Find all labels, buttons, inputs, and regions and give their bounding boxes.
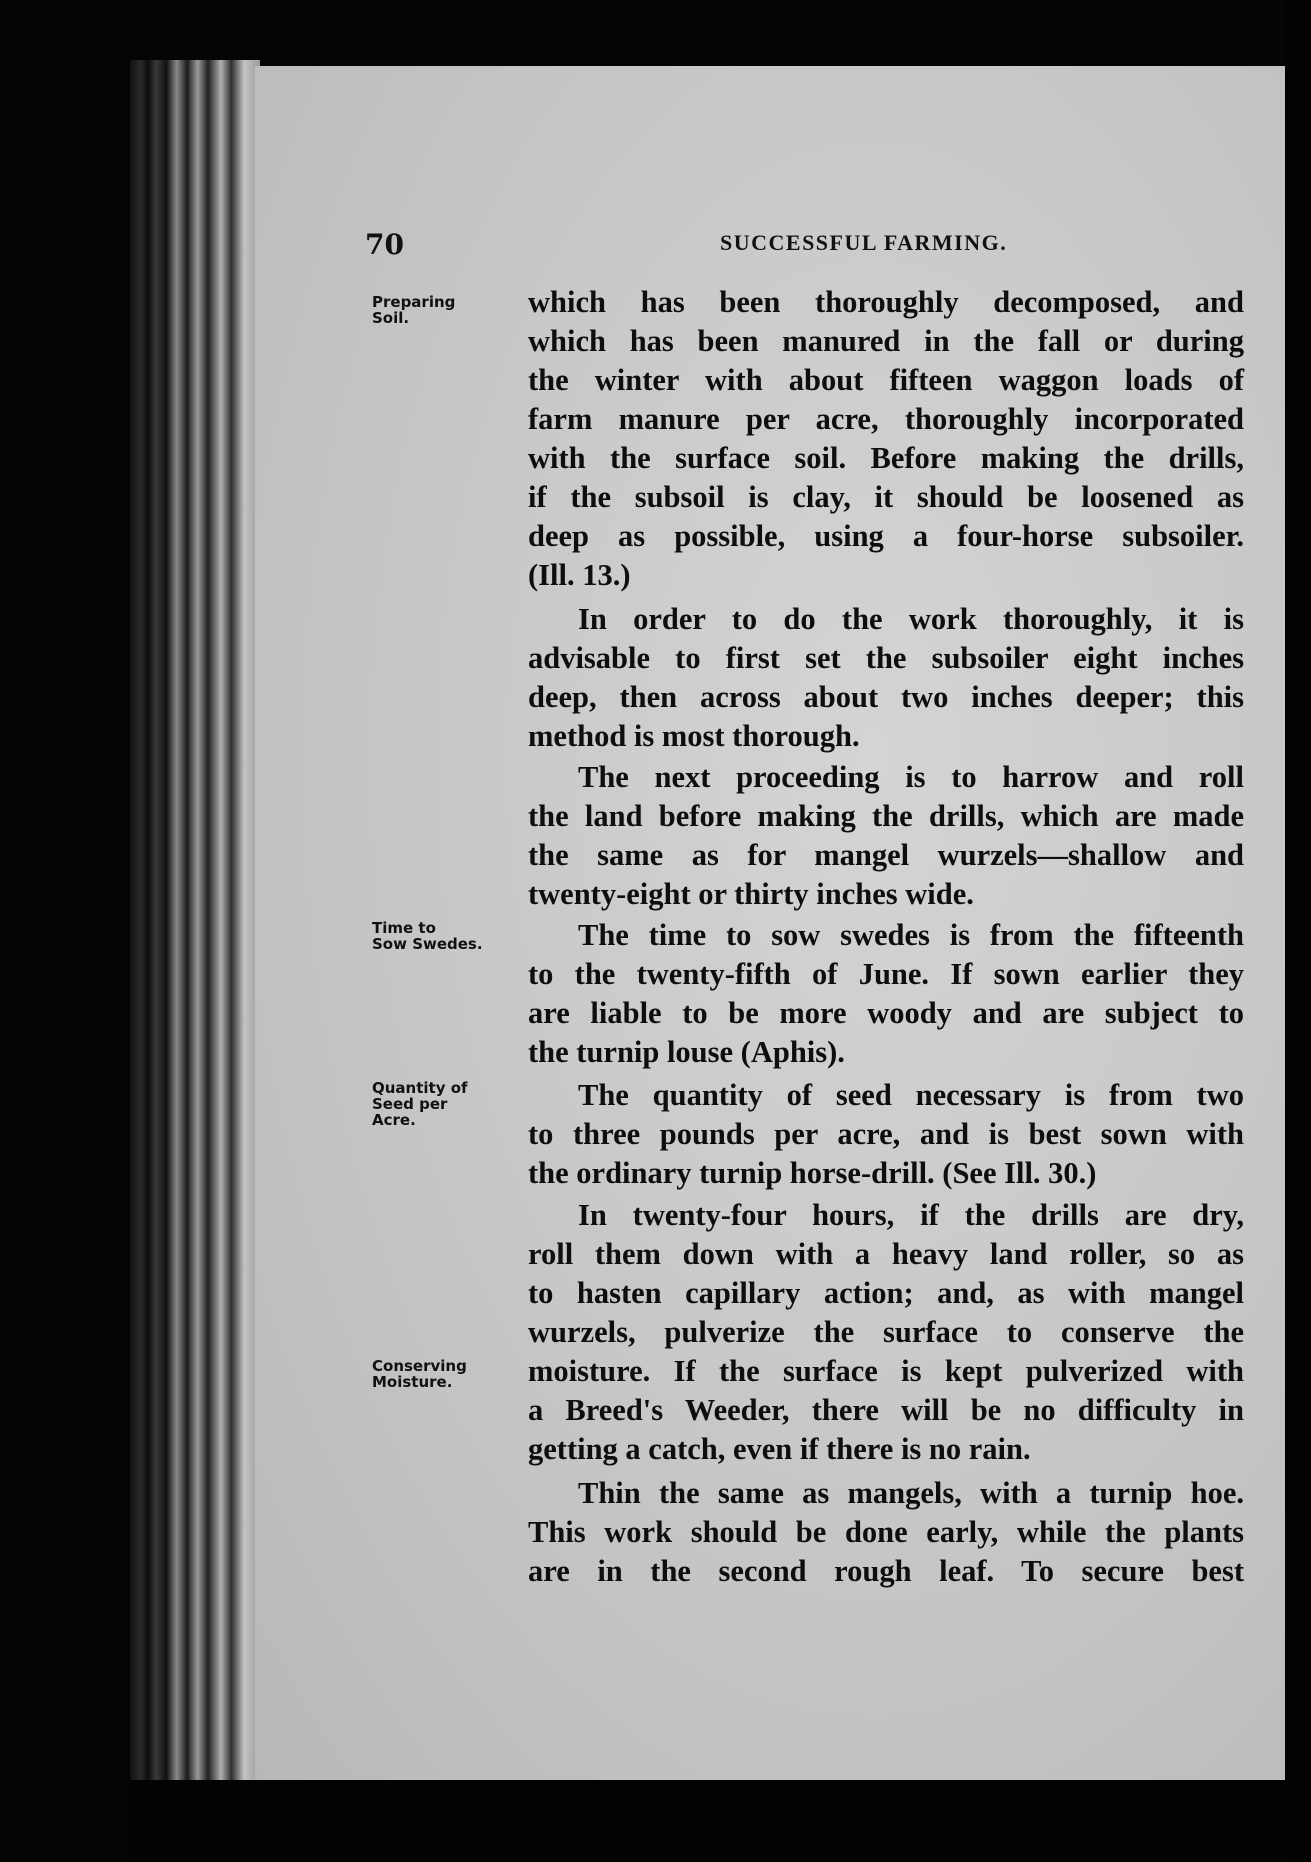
margin-note-line: Quantity of	[372, 1079, 468, 1097]
body-line: if the subsoil is clay, it should be loosened as	[528, 480, 1244, 514]
body-line: In twenty-four hours, if the drills are dry,	[578, 1198, 1244, 1232]
right-shadow	[1285, 0, 1311, 1862]
body-line: are liable to be more woody and are subject to	[528, 996, 1244, 1030]
body-line: are in the second rough leaf. To secure best	[528, 1554, 1244, 1588]
body-line: which has been thoroughly decomposed, and	[528, 285, 1244, 319]
margin-note-line: Soil.	[372, 309, 410, 327]
margin-note-line: Conserving	[372, 1357, 467, 1375]
margin-note-line: Preparing	[372, 293, 456, 311]
body-line: farm manure per acre, thoroughly incorporated	[528, 402, 1244, 436]
body-line: roll them down with a heavy land roller, so as	[528, 1237, 1244, 1271]
body-line: with the surface soil. Before making the drills,	[528, 441, 1244, 475]
body-line: the winter with about fifteen waggon loads of	[528, 363, 1244, 397]
body-line: wurzels, pulverize the surface to conserve the	[528, 1315, 1244, 1349]
body-line: getting a catch, even if there is no rain.	[528, 1432, 1031, 1466]
margin-note-time-to-sow	[372, 920, 502, 952]
body-line: advisable to first set the subsoiler eight inches	[528, 641, 1244, 675]
margin-note-line: Time to	[372, 919, 436, 937]
body-line: to three pounds per acre, and is best sown with	[528, 1117, 1244, 1151]
body-line: a Breed's Weeder, there will be no difficulty in	[528, 1393, 1244, 1427]
margin-note-preparing-soil	[372, 294, 502, 326]
body-line: moisture. If the surface is kept pulverized with	[528, 1354, 1244, 1388]
body-line: which has been manured in the fall or during	[528, 324, 1244, 358]
body-line: twenty-eight or thirty inches wide.	[528, 877, 974, 911]
body-line: The quantity of seed necessary is from two	[578, 1078, 1244, 1112]
page-number: 70	[365, 228, 404, 261]
body-line: the ordinary turnip horse-drill. (See Ill. 30.)	[528, 1156, 1097, 1190]
margin-note-line: Moisture.	[372, 1373, 453, 1391]
body-line: the land before making the drills, which are made	[528, 799, 1244, 833]
body-line: The next proceeding is to harrow and roll	[578, 760, 1244, 794]
body-line: Thin the same as mangels, with a turnip hoe.	[578, 1476, 1244, 1510]
book-page-edges	[130, 60, 260, 1800]
body-line: (Ill. 13.)	[528, 558, 631, 592]
body-line: This work should be done early, while the plants	[528, 1515, 1244, 1549]
body-line: In order to do the work thoroughly, it is	[578, 602, 1244, 636]
body-line: to the twenty-fifth of June. If sown earlier they	[528, 957, 1244, 991]
body-line: the turnip louse (Aphis).	[528, 1035, 845, 1069]
running-head: SUCCESSFUL FARMING.	[720, 230, 1008, 255]
body-line: method is most thorough.	[528, 719, 860, 753]
margin-note-line: Seed per	[372, 1095, 448, 1113]
margin-note-conserving-moisture	[372, 1358, 502, 1390]
margin-note-line: Sow Swedes.	[372, 935, 483, 953]
body-line: deep, then across about two inches deeper; this	[528, 680, 1244, 714]
body-line: the same as for mangel wurzels—shallow and	[528, 838, 1244, 872]
body-line: deep as possible, using a four-horse subsoiler.	[528, 519, 1244, 553]
body-line: to hasten capillary action; and, as with mangel	[528, 1276, 1244, 1310]
body-line: The time to sow swedes is from the fifteenth	[578, 918, 1244, 952]
margin-note-quantity-of-seed	[372, 1080, 502, 1128]
margin-note-line: Acre.	[372, 1111, 416, 1129]
bottom-shadow	[130, 1780, 1311, 1862]
